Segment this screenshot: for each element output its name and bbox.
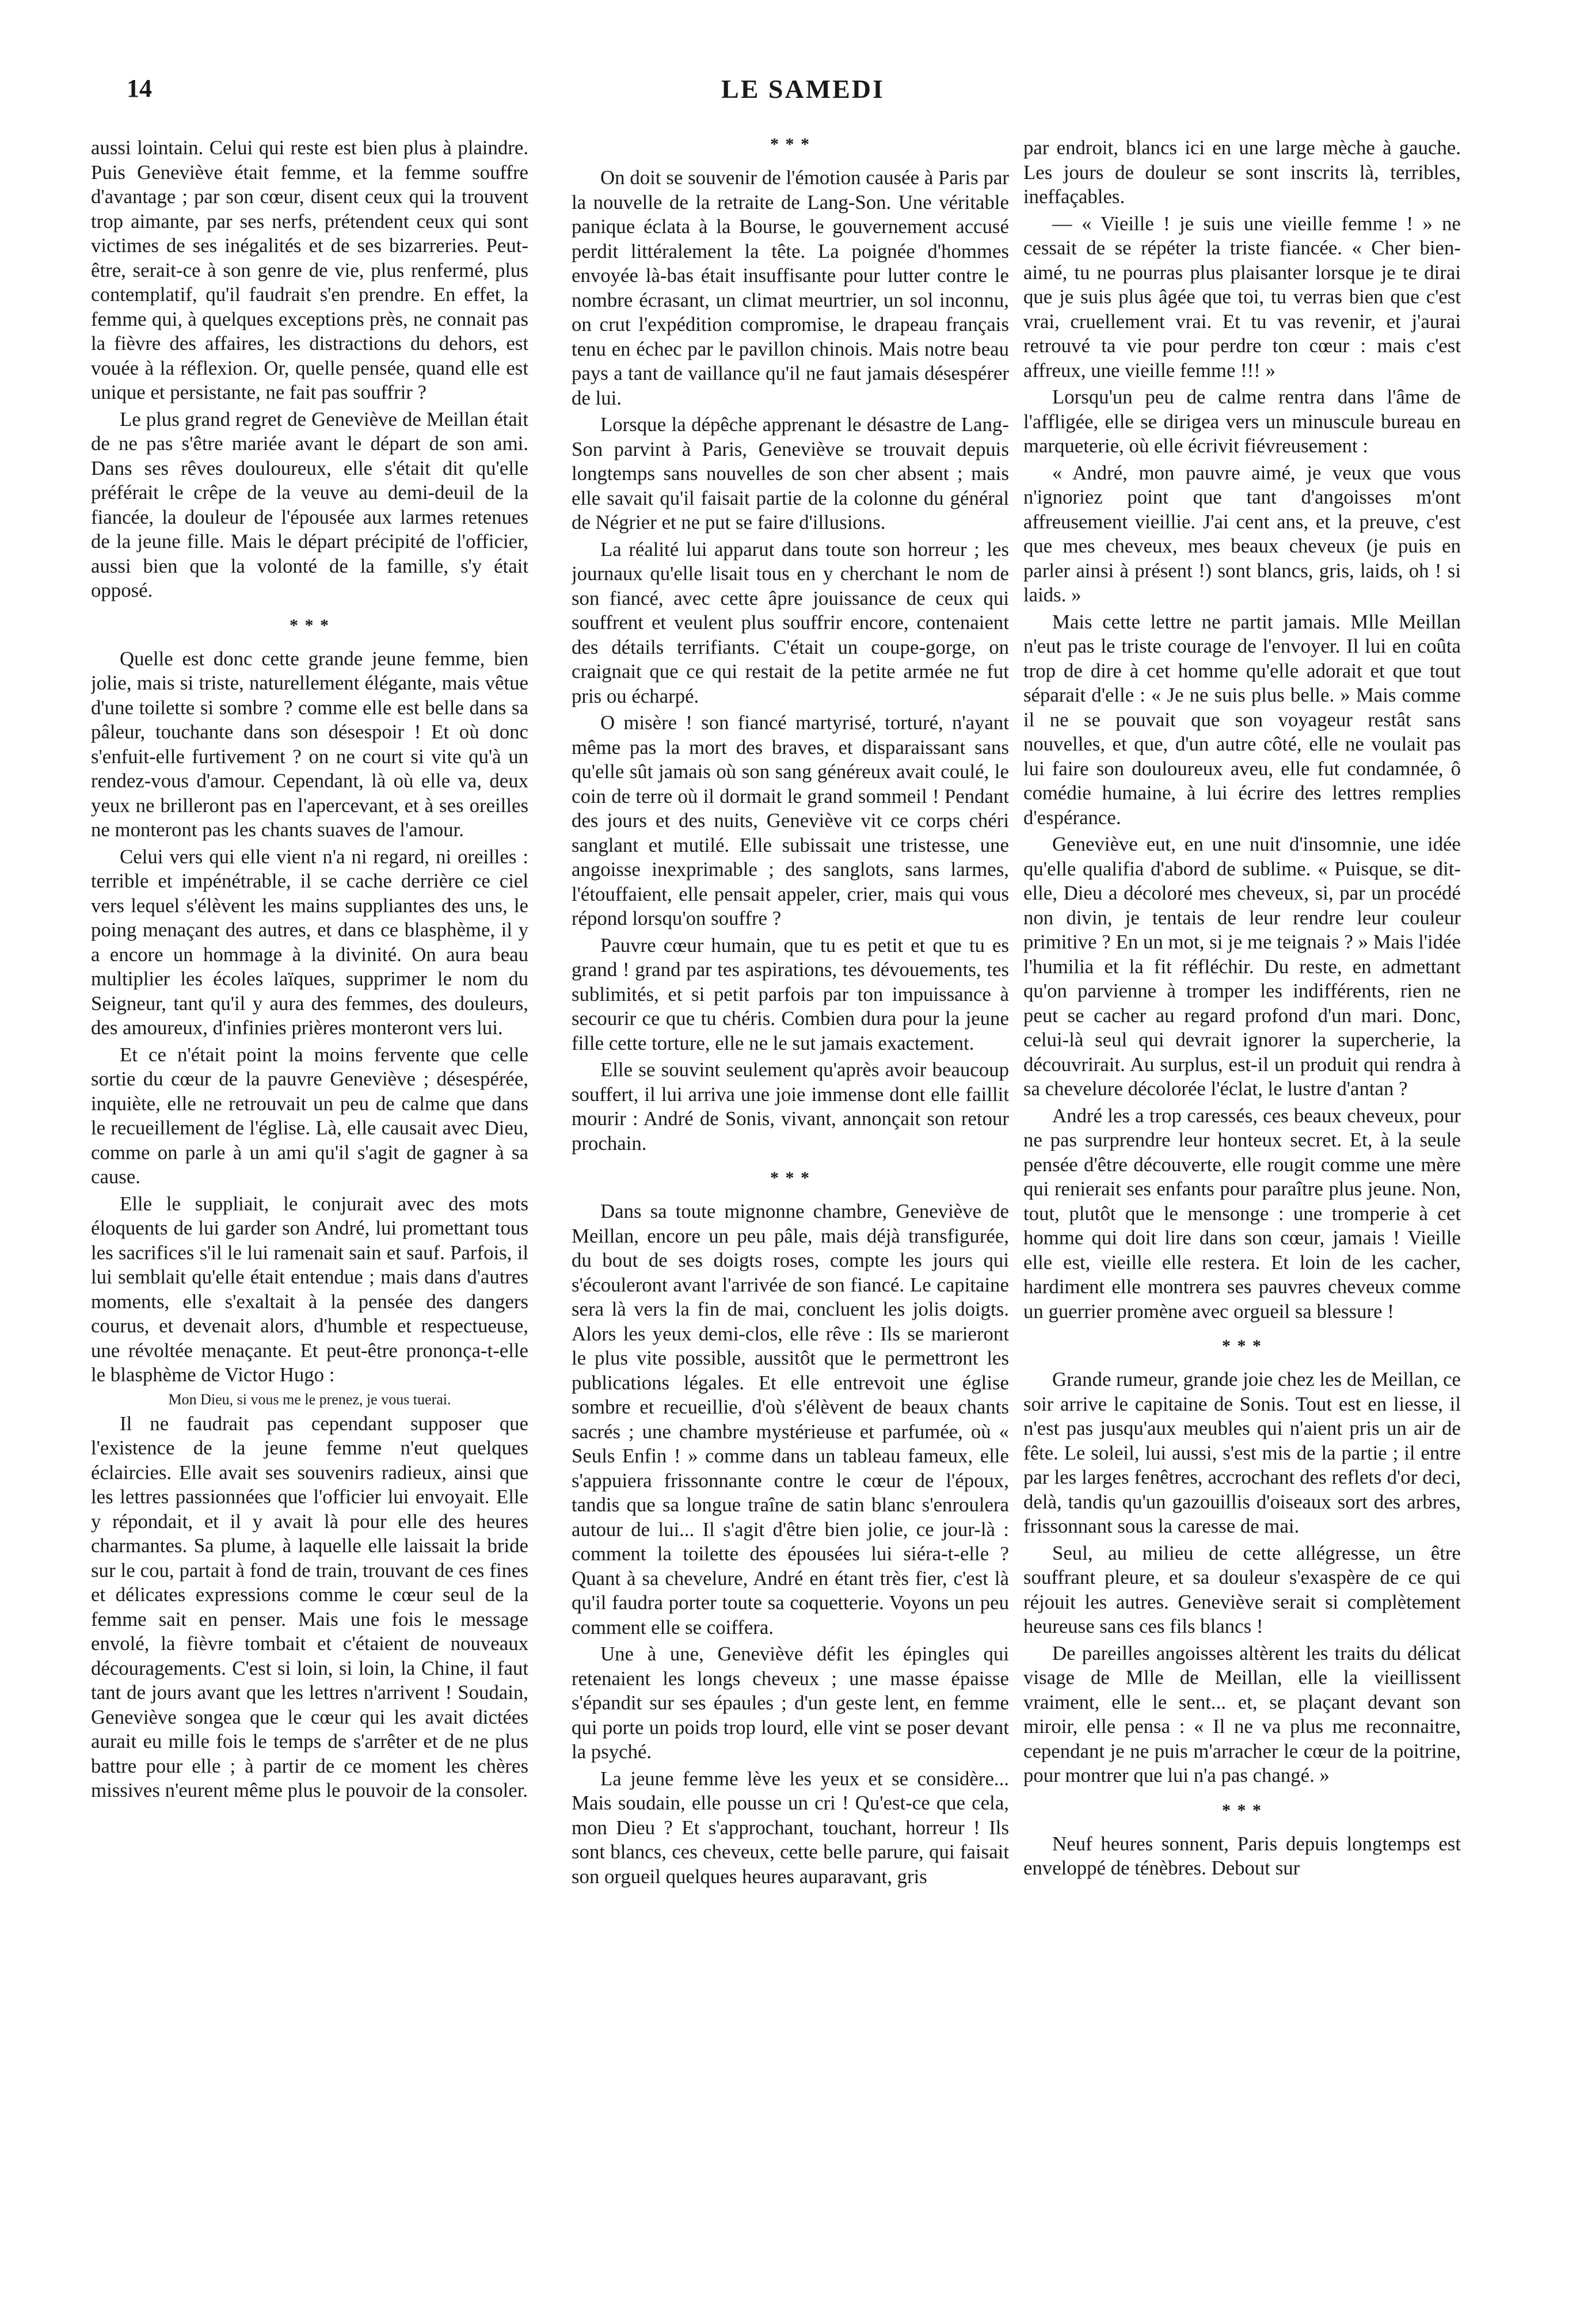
paragraph: Quelle est donc cette grande jeune femme, bien jolie, mais si triste, naturellement élégante, mais vêtue d'une toilette si sombre ? comme elle est belle dans sa pâleur, touchante dans son désespoir ! Et où donc s'enfuit-elle furtivement ? on ne court si vite qu'à un rendez-vous d'amour. Cependant, là où elle va, deux yeux ne brilleront pas en l'apercevant, et à ses oreilles ne monteront pas les chants suaves de l'amour. <box>91 647 528 841</box>
page-number: 14 <box>127 74 152 102</box>
column-left <box>91 136 528 2300</box>
paragraph: Lorsqu'un peu de calme rentra dans l'âme de l'affligée, elle se dirigea vers un minuscule bureau en marqueterie, où elle écrivit fiévreusement : <box>1023 386 1461 457</box>
paragraph: Le plus grand regret de Geneviève de Meillan était de ne pas s'être mariée avant le départ de son ami. Dans ses rêves douloureux, elle s'était dit qu'elle préférait le crêpe de la veuve au demi-deuil de la fiancée, la douleur de l'épousée aux larmes retenues de la jeune fille. Mais le départ précipité de l'officier, aussi bien que la volonté de la famille, s'y était opposé. <box>91 407 528 601</box>
quotation: Mon Dieu, si vous me le prenez, je vous tuerai. <box>168 1390 451 1408</box>
paragraph: Seul, au milieu de cette allégresse, un être souffrant pleure, et sa douleur s'exaspère de ce qui réjouit les autres. Geneviève serait si complètement heureuse sans ces fils blancs ! <box>1023 1541 1461 1637</box>
section-separator: * * * <box>770 1168 810 1187</box>
journal-title: LE SAMEDI <box>721 74 885 104</box>
paragraph: Lorsque la dépêche apprenant le désastre de Lang-Son parvint à Paris, Geneviève se trouvait depuis longtemps sans nouvelles de son cher absent ; mais elle savait qu'il faisait partie de la colonne du général de Négrier et ne put se faire d'illusions. <box>572 413 1009 534</box>
paragraph: La réalité lui apparut dans toute son horreur ; les journaux qu'elle lisait tous en y cherchant le nom de son fiancé, avec cette âpre jouissance de ceux qui souffrent et veulent plus souffrir encore, contenaient des détails terrifiants. C'était un coupe-gorge, on craignait que ce qui restait de la petite armée ne fut pris ou écharpé. <box>572 538 1009 707</box>
section-separator: * * * <box>770 136 810 154</box>
paragraph: Et ce n'était point la moins fervente que celle sortie du cœur de la pauvre Geneviève ; désespérée, inquiète, elle ne retrouvait un peu de calme que dans le recueillement de l'église. Là, elle causait avec Dieu, comme on parle à un ami qu'il s'agit de gagner à sa cause. <box>91 1043 528 1188</box>
section-separator: * * * <box>1222 1336 1262 1355</box>
paragraph: Neuf heures sonnent, Paris depuis longtemps est enveloppé de ténèbres. Debout sur <box>1023 1832 1461 1879</box>
paragraph: Geneviève eut, en une nuit d'insomnie, une idée qu'elle qualifia d'abord de sublime. « Puisque, se dit-elle, Dieu a décoloré mes cheveux, si, par un procédé non divin, je tentais de leur rendre leur couleur primitive ? En un mot, si je me teignais ? » Mais l'idée l'humilia et la fit réfléchir. Du reste, en admettant qu'on parvienne à tromper les indifférents, rien ne peut se cacher au regard profond d'un mari. Donc, celui-là seul qui devrait ignorer la supercherie, la découvrirait. Au surplus, est-il un produit qui rendra à sa chevelure décolorée l'éclat, le lustre d'antan ? <box>1023 833 1461 1100</box>
paragraph: Grande rumeur, grande joie chez les de Meillan, ce soir arrive le capitaine de Sonis. Tout est en liesse, il n'est pas jusqu'aux meubles qui n'aient pris un air de fête. Le soleil, lui aussi, s'est mis de la partie ; il entre par les larges fenêtres, accrochant des reflets d'or deci, delà, tandis qu'un gazouillis d'oiseaux sort des arbres, frissonnant sous la caresse de mai. <box>1023 1368 1461 1537</box>
paragraph: Mais cette lettre ne partit jamais. Mlle Meillan n'eut pas le triste courage de l'envoyer. Il lui en coûta trop de dire à cet homme qu'elle adorait et que tout séparait d'elle : « Je ne suis plus belle. » Mais comme il ne se pouvait que son voyageur restât sans nouvelles, et que, d'un autre côté, elle ne voulait pas lui faire son douloureux aveu, elle fut condamnée, ô comédie humaine, à lui écrire des lettres remplies d'espérance. <box>1023 610 1461 829</box>
paragraph: On doit se souvenir de l'émotion causée à Paris par la nouvelle de la retraite de Lang-Son. Une véritable panique éclata à la Bourse, le gouvernement accusé perdit littéralement la tête. La poignée d'hommes envoyée là-bas était insuffisante pour lutter contre le nombre écrasant, un climat meurtrier, un sol inconnu, on crut l'expédition compromise, le drapeau français tenu en échec par le pavillon chinois. Mais notre beau pays a tant de vaillance qu'il ne faut jamais désespérer de lui. <box>572 166 1009 409</box>
paragraph: De pareilles angoisses altèrent les traits du délicat visage de Mlle de Meillan, elle la vieillissent vraiment, elle le sent... et, se plaçant devant son miroir, elle pensa : « Il ne va plus me reconnaitre, cependant je ne puis m'arracher le cœur de la poitrine, pour montrer que lui n'a pas changé. » <box>1023 1641 1461 1786</box>
paragraph: — « Vieille ! je suis une vieille femme ! » ne cessait de se répéter la triste fiancée. « Cher bien-aimé, tu ne pourras plus plaisanter lorsque je te dirai que je suis plus âgée que toi, tu verras bien que c'est vrai, cruellement vrai. Et tu vas revenir, et j'aurai retrouvé ta vie pour perdre ton cœur : mais c'est affreux, une vieille femme !!! » <box>1023 212 1461 382</box>
page-header <box>127 74 1479 120</box>
section-separator: * * * <box>1222 1800 1262 1820</box>
paragraph: Celui vers qui elle vient n'a ni regard, ni oreilles : terrible et impénétrable, il se cache derrière ce ciel vers lequel s'élèvent les mains suppliantes des uns, le poing menaçant des autres, et dans ce blasphème, il y a encore un hommage à la divinité. On aura beau multiplier les écoles laïques, supprimer le nom du Seigneur, tant qu'il y aura des femmes, des douleurs, des amoureux, d'infinies prières monteront vers lui. <box>91 845 528 1039</box>
paragraph: Une à une, Geneviève défit les épingles qui retenaient les longs cheveux ; une masse épaisse s'épandit sur ses épaules ; d'un geste lent, en femme qui porte un poids trop lourd, elle vint se poser devant la psyché. <box>572 1643 1009 1763</box>
paragraph: O misère ! son fiancé martyrisé, torturé, n'ayant même pas la mort des braves, et disparaissant sans qu'elle sût jamais où son sang généreux avait coulé, le coin de terre où il dormait le grand sommeil ! Pendant des jours et des nuits, Geneviève vit ce corps chéri sanglant et mutilé. Elle subissait une tristesse, une angoisse inexprimable ; des sanglots, sans larmes, l'étouffaient, elle pensait appeler, crier, mais qui vous répond lorsqu'on souffre ? <box>572 711 1009 929</box>
column-middle <box>572 136 1009 2300</box>
paragraph: aussi lointain. Celui qui reste est bien plus à plaindre. Puis Geneviève était femme, et la femme souffre d'avantage ; par son cœur, disent ceux qui la trouvent trop aimante, par ses nerfs, prétendent ceux qui sont victimes de ses inégalités et de ses bizarreries. Peut-être, serait-ce à son genre de vie, plus renfermé, plus contemplatif, qu'il faudrait s'en prendre. En effet, la femme qui, à quelques exceptions près, ne connait pas la fièvre des affaires, les distractions du dehors, est vouée à la réflexion. Or, quelle pensée, quand elle est unique et persistante, ne fait pas souffrir ? <box>91 136 528 403</box>
paragraph: La jeune femme lève les yeux et se considère... Mais soudain, elle pousse un cri ! Qu'est-ce que cela, mon Dieu ? Et s'approchant, touchant, horreur ! Ils sont blancs, ces cheveux, cette belle parure, qui faisait son orgueil quelques heures auparavant, gris <box>572 1767 1009 1888</box>
paragraph: André les a trop caressés, ces beaux cheveux, pour ne pas surprendre leur honteux secret. Et, à la seule pensée d'être découverte, elle rougit comme une mère qui renierait ses enfants pour paraître plus jeune. Non, tout, plutôt que le mensonge : une tromperie à cet homme qui doit lire dans son cœur, jamais ! Vieille elle est, vieille elle restera. Et loin de les cacher, hardiment elle montrera ses pauvres cheveux comme un guerrier promène avec orgueil sa blessure ! <box>1023 1104 1461 1323</box>
column-right <box>1023 136 1461 2300</box>
paragraph: Pauvre cœur humain, que tu es petit et que tu es grand ! grand par tes aspirations, tes dévouements, tes sublimités, et si petit parfois par ton impuissance à secourir ce que tu chéris. Combien dura pour la jeune fille cette torture, elle ne le sut jamais exactement. <box>572 934 1009 1054</box>
letter-paragraph: « André, mon pauvre aimé, je veux que vous n'ignoriez point que tant d'angoisses m'ont affreusement vieillie. J'ai cent ans, et la preuve, c'est que mes cheveux, mes beaux cheveux (je puis en parler ainsi à présent !) sont blancs, gris, laids, oh ! si laids. » <box>1023 461 1461 606</box>
section-separator: * * * <box>290 615 330 635</box>
paragraph: Elle se souvint seulement qu'après avoir beaucoup souffert, il lui arriva une joie immense dont elle faillit mourir : André de Sonis, vivant, annonçait son retour prochain. <box>572 1058 1009 1155</box>
paragraph: Il ne faudrait pas cependant supposer que l'existence de la jeune femme n'eut quelques éclaircies. Elle avait ses souvenirs radieux, ainsi que les lettres passionnées que l'officier lui envoyait. Elle y répondait, et il y avait là pour elle des heures charmantes. Sa plume, à laquelle elle laissait la bride sur le cou, partait à fond de train, trouvant de ces fines et délicates expressions comme le cœur seul de la femme sait en penser. Mais une fois le message envolé, la fièvre tombait et c'étaient de nouveaux découragements. C'est si loin, si loin, la Chine, il faut tant de jours avant que les lettres n'arrivent ! Soudain, Geneviève songea que le cœur qui les avait dictées aurait eu mille fois le temps de s'arrêter et de ne plus battre pour elle ; à partir de ce moment les chères missives n'eurent même plus le pouvoir de la consoler. <box>91 1412 528 1801</box>
paragraph: Dans sa toute mignonne chambre, Geneviève de Meillan, encore un peu pâle, mais déjà transfigurée, du bout de ses doigts roses, compte les jours qui s'écouleront avant l'arrivée de son fiancé. Le capitaine sera là vers la fin de mai, concluent les jolis doigts. Alors les yeux demi-clos, elle rêve : Ils se marieront le plus vite possible, aussitôt que le permettront les publications légales. Et elle entrevoit une église sombre et recueillie, d'où s'élèvent de beaux chants sacrés ; une chambre mystérieuse et parfumée, où « Seuls Enfin ! » comme dans un tableau fameux, elle s'appuiera frissonnante contre le cœur de l'époux, tandis que sa longue traîne de satin blanc s'enroulera autour de lui... Il s'agit d'être bien jolie, ce jour-là : comment la toilette des épousées lui siéra-t-elle ? Quant à sa chevelure, André en étant très fier, c'est là qu'il faudra porter toute sa coquetterie. Voyons un peu comment elle se coiffera. <box>572 1200 1009 1639</box>
paragraph: Elle le suppliait, le conjurait avec des mots éloquents de lui garder son André, lui promettant tous les sacrifices s'il le lui ramenait sain et sauf. Parfois, il lui semblait qu'elle était entendue ; mais dans d'autres moments, elle s'exaltait à la pensée des dangers courus, et devenait alors, d'humble et respectueuse, une révoltée menaçante. Et peut-être prononça-t-elle le blasphème de Victor Hugo : <box>91 1192 528 1386</box>
paragraph: par endroit, blancs ici en une large mèche à gauche. Les jours de douleur se sont inscrits là, terribles, ineffaçables. <box>1023 136 1461 208</box>
